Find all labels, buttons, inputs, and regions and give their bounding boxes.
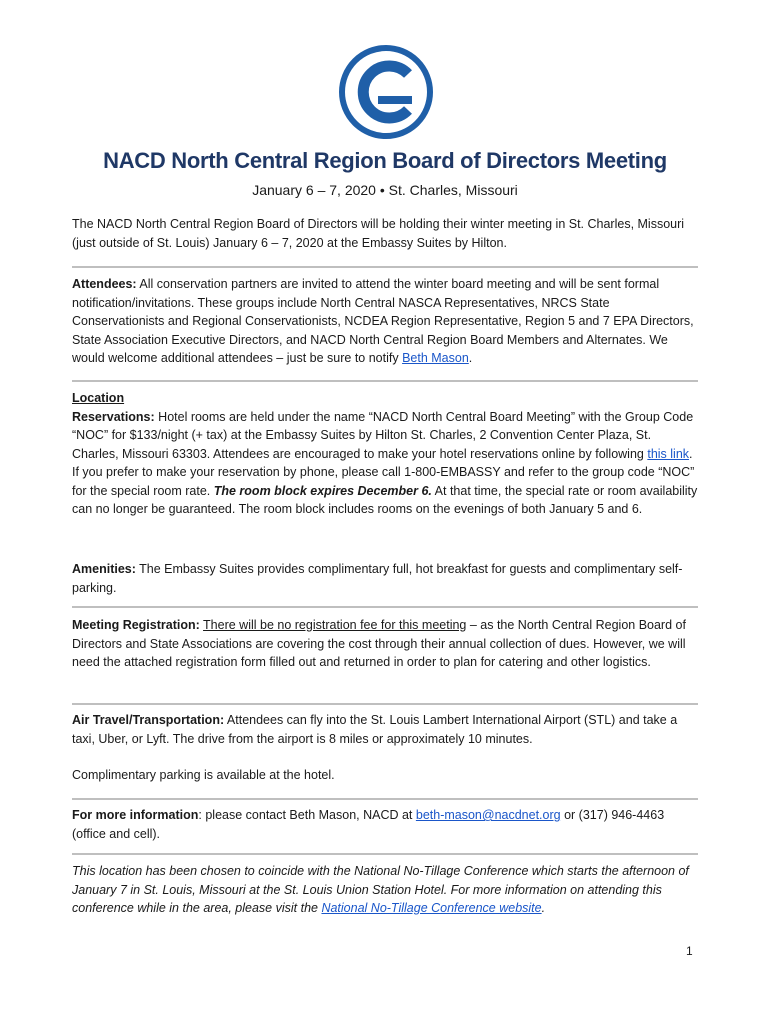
location-heading: Location [72, 391, 125, 405]
beth-mason-link[interactable]: Beth Mason [402, 351, 469, 365]
location-section: Location Reservations: Hotel rooms are held under the name “NACD North Central Board Meeting” with the Group Code “NOC” for $133/night (+ tax) at the Embassy Suites by Hilton St. Charles, 2 Convention Center Plaza, St. Charles, Missouri 63303. Attendees are encouraged to make your hotel reservations online by following this link. If you prefer to make your reservation by phone, please call 1-800-EMBASSY and refer to the group code “NOC” for the special room rate. The room block expires December 6. At that time, the special rate or room availability can no longer be guaranteed. The room block includes rooms on the evenings of both January 5 and 6. [72, 391, 698, 516]
divider [72, 703, 698, 705]
intro-paragraph: The NACD North Central Region Board of Directors will be holding their winter meeting in St. Charles, Missouri (just outside of St. Louis) January 6 – 7, 2020 at the Embassy Suites by Hilton. [72, 217, 685, 250]
conference-note: This location has been chosen to coincide with the National No-Tillage Conference which starts the afternoon of January 7 in St. Louis, Missouri at the St. Louis Union Station Hotel. For more information on attending this conference while in the area, please visit the National No-Tillage Conference website. [72, 864, 689, 915]
divider [72, 853, 698, 855]
divider [72, 380, 698, 382]
travel-section: Air Travel/Transportation: Attendees can fly into the St. Louis Lambert International Airport (STL) and take a taxi, Uber, or Lyft. The drive from the airport is 8 miles or approximately 10 minutes. Complimentary parking is available at the hotel. [72, 711, 700, 785]
page-title: NACD North Central Region Board of Directors Meeting [103, 148, 667, 173]
divider [72, 798, 698, 800]
amenities-label: Amenities: [72, 562, 136, 576]
room-block-deadline: The room block expires December 6. [213, 483, 432, 498]
reservations-label: Reservations: [72, 409, 155, 424]
email-link[interactable]: beth-mason@nacdnet.org [415, 808, 561, 822]
reservation-link[interactable]: this link [647, 446, 690, 461]
divider [72, 266, 698, 268]
nacd-logo [338, 44, 434, 140]
divider [72, 606, 698, 608]
registration-label: Meeting Registration: [72, 618, 200, 632]
attendees-label: Attendees: [72, 277, 137, 291]
more-info-section: For more information: please contact Beth Mason, NACD at beth-mason@nacdnet.org or (317) 946-4463 (office and cell). [72, 808, 665, 841]
page-subtitle: January 6 – 7, 2020 • St. Charles, Missouri [252, 182, 518, 198]
registration-section: Meeting Registration: There will be no registration fee for this meeting – as the North Central Region Board of Directors and State Associations are covering the cost through their annual collection of dues. However, we will need the attached registration form filled out and returned in order to plan for catering and other logistics. [72, 618, 686, 669]
more-info-label: For more information [72, 808, 199, 822]
parking-note: Complimentary parking is available at the hotel. [72, 768, 335, 782]
amenities-section: Amenities: The Embassy Suites provides complimentary full, hot breakfast for guests and complimentary self-parking. [72, 562, 683, 595]
no-tillage-conference-link[interactable]: National No-Tillage Conference website [321, 901, 542, 915]
page-number: 1 [686, 944, 693, 958]
travel-label: Air Travel/Transportation: [72, 713, 225, 727]
attendees-section: Attendees: All conservation partners are invited to attend the winter board meeting and will be sent formal notification/invitations. These groups include North Central NASCA Representatives, NRCS State Conservationists and Regional Conservationists, NCDEA Region Representative, Region 5 and 7 EPA Directors, State Association Executive Directors, and NACD North Central Region Board Members and Alternates. We would welcome additional attendees – just be sure to notify Beth Mason. [72, 277, 694, 365]
